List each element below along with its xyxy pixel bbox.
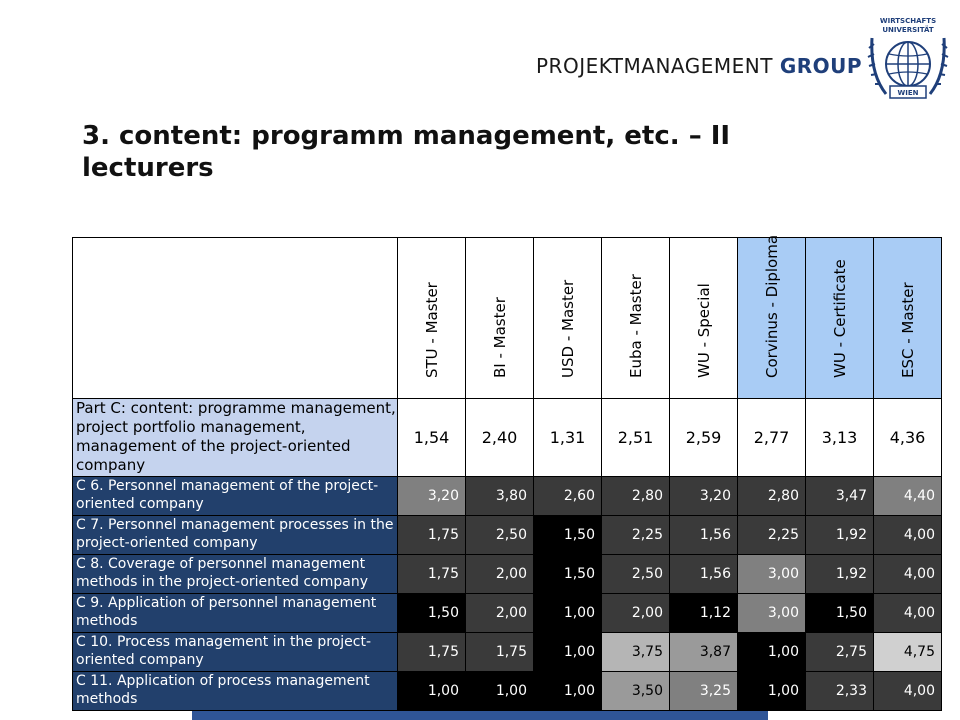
- row-label-text: C 10. Process management in the project-oriented company: [76, 634, 372, 668]
- row-label-text: C 7. Personnel management processes in the project-oriented company: [76, 517, 394, 551]
- value-cell: 1,50: [534, 555, 602, 594]
- row-label-text: C 6. Personnel management of the project-oriented company: [76, 478, 379, 512]
- value-cell: 2,80: [602, 477, 670, 516]
- value-cell: 3,50: [602, 672, 670, 711]
- seal-top-text: WIRTSCHAFTS: [879, 17, 937, 25]
- brand-logo-text: [536, 54, 862, 78]
- value-cell: 4,00: [874, 594, 942, 633]
- value-cell: 1,00: [534, 672, 602, 711]
- row-label-text: C 11. Application of process management methods: [76, 673, 370, 707]
- value-cell: 4,00: [874, 555, 942, 594]
- table-header-row: [73, 238, 942, 399]
- row-label-cell: [73, 477, 398, 516]
- part-value-cell: 1,31: [534, 399, 602, 477]
- value-cell: 1,56: [670, 516, 738, 555]
- seal-bottom-text: WIEN: [897, 89, 919, 97]
- value-cell: 3,80: [466, 477, 534, 516]
- column-header-label: Euba - Master: [626, 274, 645, 378]
- part-value-cell: 2,59: [670, 399, 738, 477]
- evaluation-table: [72, 234, 942, 711]
- column-header-usd: [534, 238, 602, 399]
- value-cell: 3,20: [398, 477, 466, 516]
- column-header-wu-special: [670, 238, 738, 399]
- value-cell: 4,00: [874, 672, 942, 711]
- value-cell: 4,75: [874, 633, 942, 672]
- table-row: [73, 516, 942, 555]
- value-cell: 1,75: [398, 555, 466, 594]
- value-cell: 1,00: [398, 672, 466, 711]
- value-cell: 3,47: [806, 477, 874, 516]
- value-cell: 1,00: [738, 633, 806, 672]
- column-header-label: BI - Master: [490, 297, 509, 378]
- part-value-cell: 4,36: [874, 399, 942, 477]
- title-line-1: 3. content: programm management, etc. – II: [82, 121, 731, 151]
- page-title: [82, 120, 862, 184]
- university-seal-icon: [866, 14, 950, 110]
- value-cell: 1,92: [806, 555, 874, 594]
- value-cell: 2,50: [466, 516, 534, 555]
- value-cell: 2,25: [602, 516, 670, 555]
- value-cell: 2,25: [738, 516, 806, 555]
- value-cell: 1,50: [534, 516, 602, 555]
- part-value-cell: 3,13: [806, 399, 874, 477]
- table-row: [73, 633, 942, 672]
- part-summary-row: [73, 399, 942, 477]
- row-label-cell: [73, 672, 398, 711]
- value-cell: 1,12: [670, 594, 738, 633]
- row-label-cell: [73, 633, 398, 672]
- column-header-label: USD - Master: [558, 279, 577, 378]
- value-cell: 3,87: [670, 633, 738, 672]
- column-header-stu: [398, 238, 466, 399]
- value-cell: 3,00: [738, 555, 806, 594]
- value-cell: 2,80: [738, 477, 806, 516]
- value-cell: 1,50: [398, 594, 466, 633]
- value-cell: 1,00: [466, 672, 534, 711]
- row-label-text: C 9. Application of personnel management methods: [76, 595, 377, 629]
- value-cell: 4,40: [874, 477, 942, 516]
- value-cell: 2,60: [534, 477, 602, 516]
- table-row: [73, 555, 942, 594]
- row-label-text: C 8. Coverage of personnel management methods in the project-oriented company: [76, 556, 369, 590]
- brand-group: GROUP: [779, 54, 863, 78]
- header-corner-cell: [73, 238, 398, 399]
- part-value-cell: 2,40: [466, 399, 534, 477]
- value-cell: 2,00: [602, 594, 670, 633]
- column-header-label: ESC - Master: [898, 282, 917, 378]
- value-cell: 3,25: [670, 672, 738, 711]
- table-row: [73, 672, 942, 711]
- row-label-cell: [73, 516, 398, 555]
- part-value-cell: 1,54: [398, 399, 466, 477]
- column-header-label: WU - Certificate: [830, 259, 849, 378]
- row-label-cell: [73, 594, 398, 633]
- part-label-text: Part C: content: programme management, project portfolio management, management of the project-oriented company: [76, 399, 396, 474]
- column-header-label: STU - Master: [422, 282, 441, 378]
- brand-prefix: PROJEKTMANAGEMENT: [536, 54, 780, 78]
- value-cell: 1,75: [398, 516, 466, 555]
- column-header-wu-certificate: [806, 238, 874, 399]
- value-cell: 3,00: [738, 594, 806, 633]
- part-label-cell: [73, 399, 398, 477]
- column-header-label: Corvinus - Diploma: [762, 234, 781, 378]
- column-header-corvinus: [738, 234, 806, 399]
- seal-mid-text: UNIVERSITÄT: [882, 26, 934, 34]
- value-cell: 2,00: [466, 594, 534, 633]
- value-cell: 1,50: [806, 594, 874, 633]
- column-header-bi: [466, 238, 534, 399]
- value-cell: 3,75: [602, 633, 670, 672]
- column-header-euba: [602, 238, 670, 399]
- column-header-esc: [874, 238, 942, 399]
- value-cell: 3,20: [670, 477, 738, 516]
- value-cell: 1,00: [534, 633, 602, 672]
- title-line-2: lecturers: [82, 153, 214, 183]
- value-cell: 2,50: [602, 555, 670, 594]
- column-header-label: WU - Special: [694, 283, 713, 378]
- value-cell: 2,33: [806, 672, 874, 711]
- value-cell: 1,75: [398, 633, 466, 672]
- row-label-cell: [73, 555, 398, 594]
- value-cell: 2,75: [806, 633, 874, 672]
- value-cell: 4,00: [874, 516, 942, 555]
- value-cell: 1,00: [534, 594, 602, 633]
- value-cell: 1,00: [738, 672, 806, 711]
- part-value-cell: 2,51: [602, 399, 670, 477]
- table-row: [73, 594, 942, 633]
- part-value-cell: 2,77: [738, 399, 806, 477]
- value-cell: 1,75: [466, 633, 534, 672]
- value-cell: 1,92: [806, 516, 874, 555]
- value-cell: 2,00: [466, 555, 534, 594]
- value-cell: 1,56: [670, 555, 738, 594]
- table-row: [73, 477, 942, 516]
